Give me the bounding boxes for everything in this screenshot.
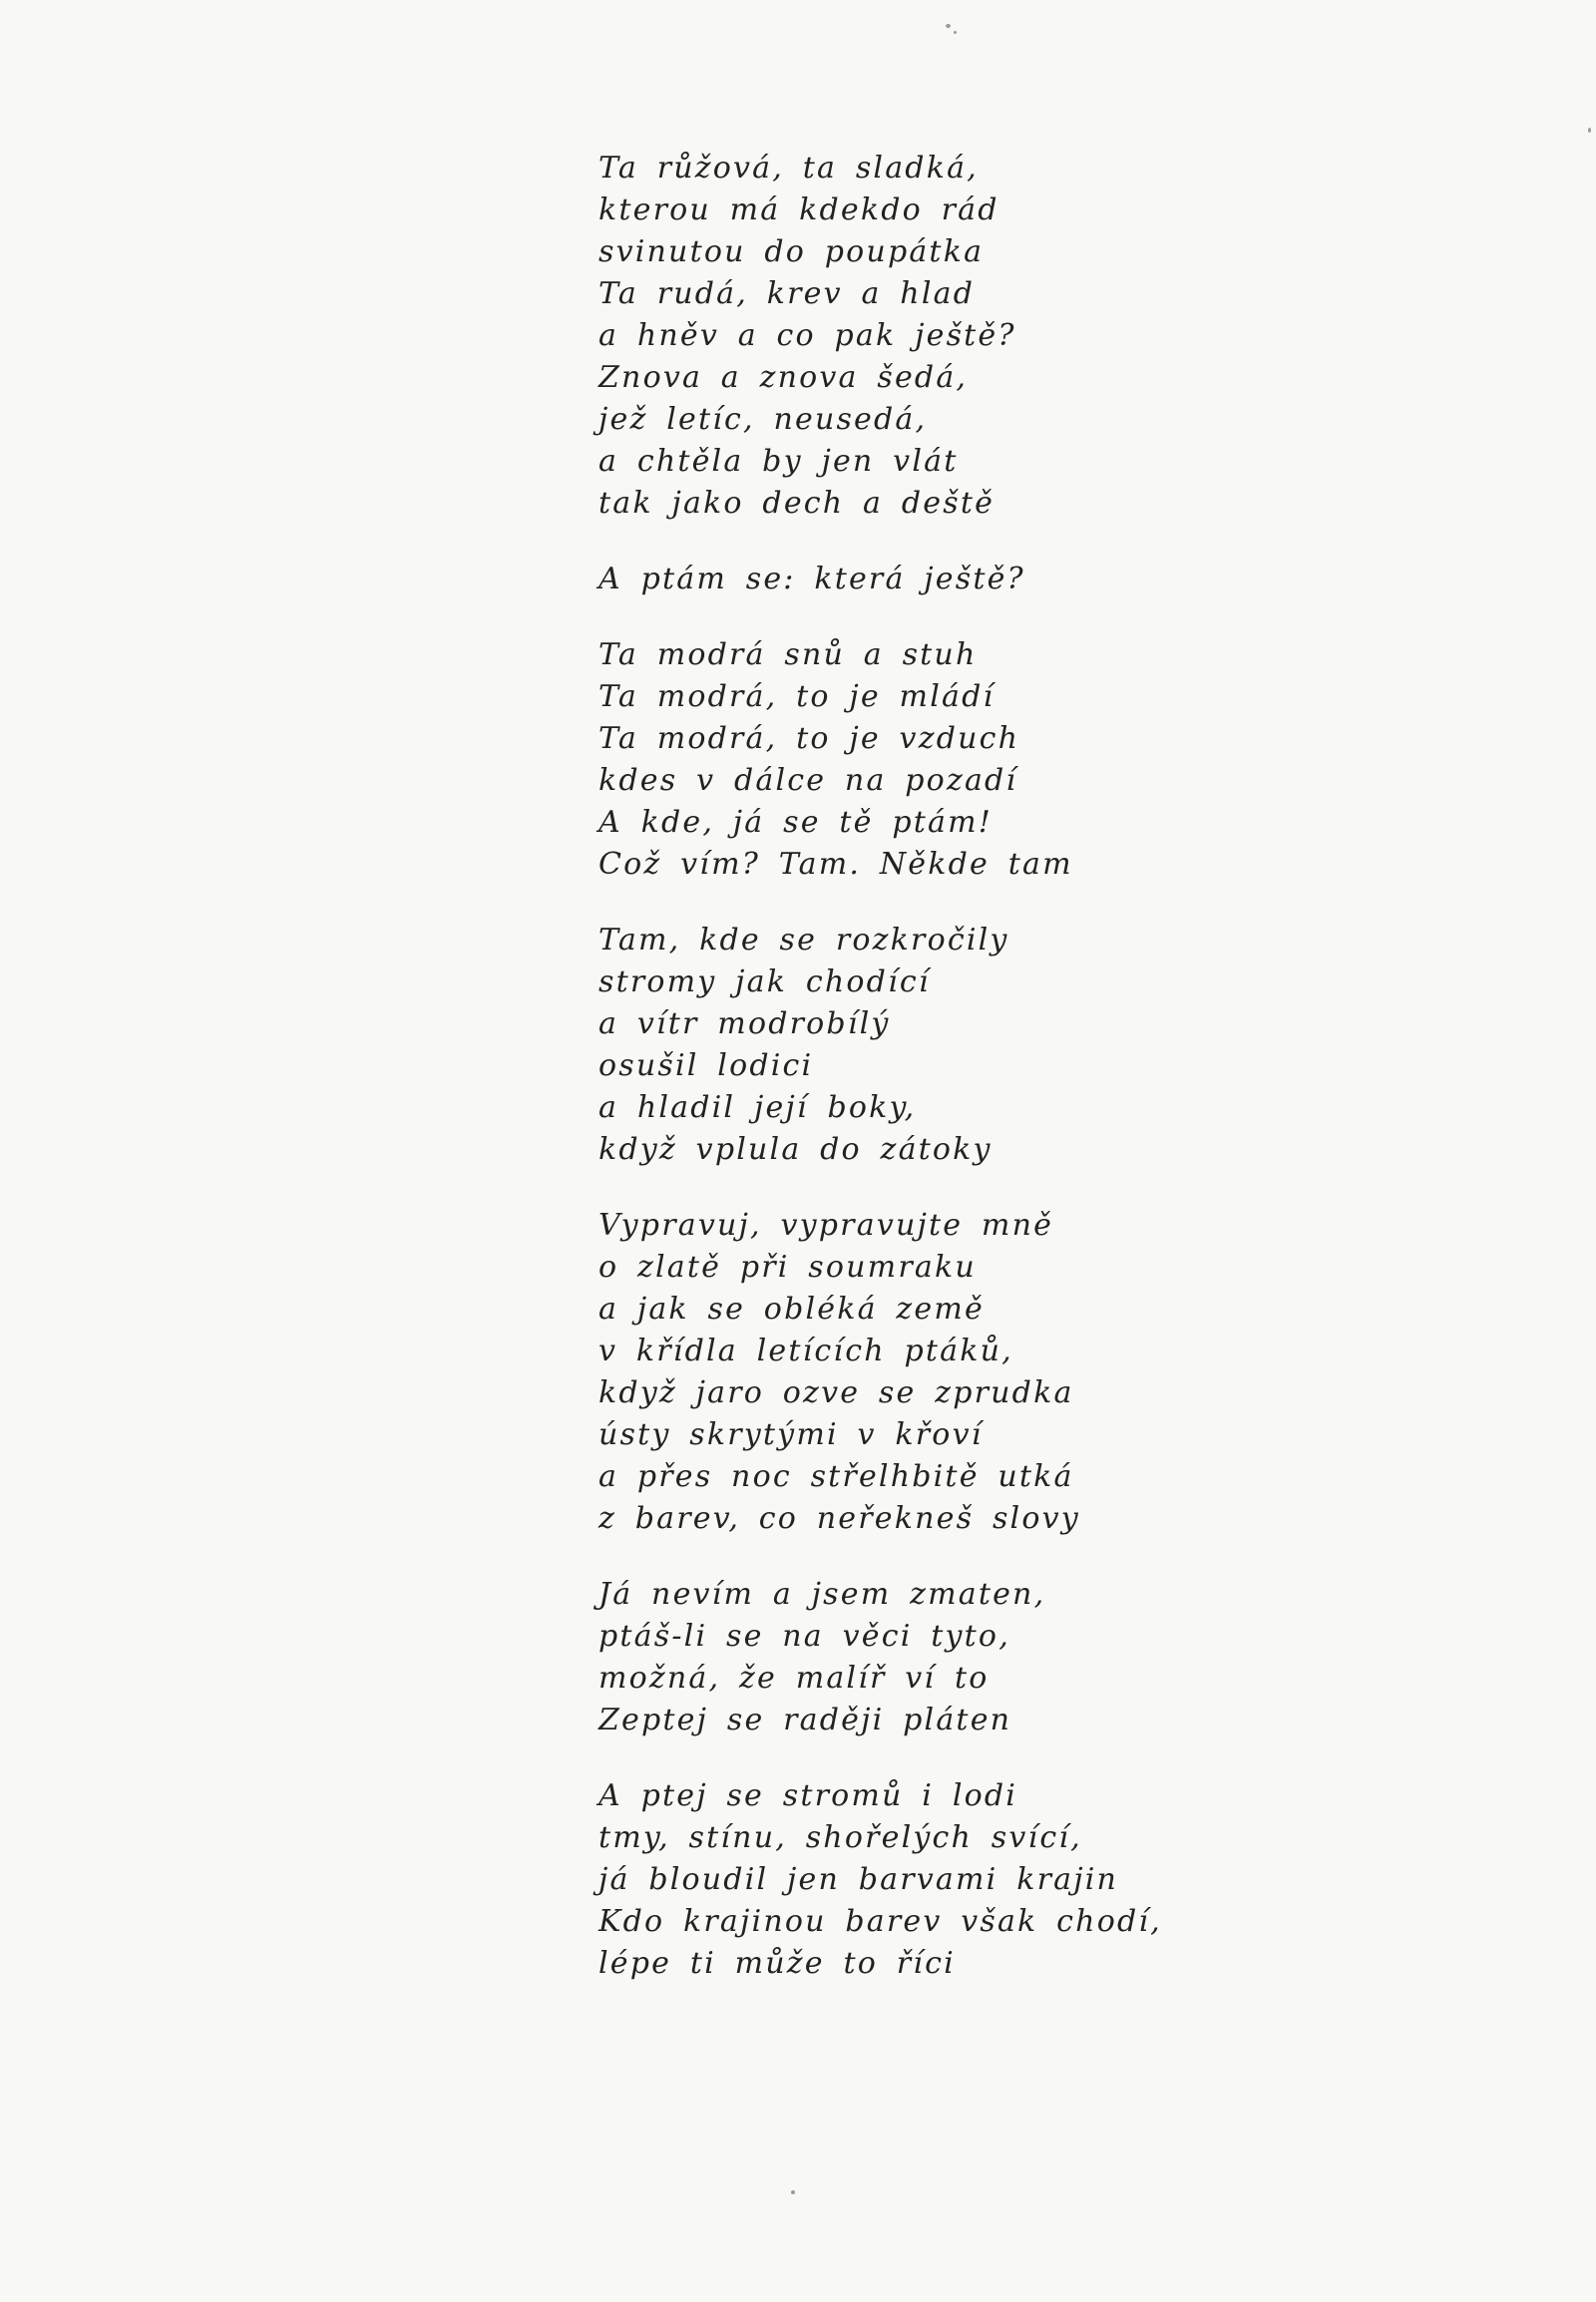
stanza-gap xyxy=(598,600,1496,634)
poem-line: Ta rudá, krev a hlad xyxy=(598,276,976,311)
poem-line: Vypravuj, vypravujte mně xyxy=(598,1208,1054,1243)
poem-line: Ta modrá, to je mládí xyxy=(598,679,996,714)
stanza xyxy=(598,634,1496,886)
poem-line: a přes noc střelhbitě utká xyxy=(598,1459,1074,1494)
poem-line: svinutou do poupátka xyxy=(598,234,985,269)
stanza-gap xyxy=(598,1171,1496,1205)
stanza xyxy=(598,1775,1496,1985)
poem-line: Ta růžová, ta sladká, xyxy=(598,151,979,186)
stanza xyxy=(598,920,1496,1171)
poem-line: když jaro ozve se zprudka xyxy=(598,1375,1074,1410)
poem-line: jež letíc, neusedá, xyxy=(598,402,928,437)
stanza-gap xyxy=(598,1540,1496,1574)
stanza xyxy=(598,559,1496,600)
poem-line: lépe ti může to říci xyxy=(598,1946,956,1981)
paper-speck xyxy=(946,24,951,28)
poem-line: stromy jak chodící xyxy=(598,964,931,999)
poem-line: Znova a znova šedá, xyxy=(598,360,969,395)
poem-line: Ta modrá snů a stuh xyxy=(598,637,978,672)
poem-line: Kdo krajinou barev však chodí, xyxy=(598,1904,1162,1939)
paper-speck xyxy=(1588,128,1591,133)
stanza-gap xyxy=(598,886,1496,920)
poem-line: a chtěla by jen vlát xyxy=(598,444,959,479)
poem-line: Zeptej se raději pláten xyxy=(598,1703,1012,1737)
poem-line: A ptám se: která ještě? xyxy=(598,562,1025,596)
poem-line: tmy, stínu, shořelých svící, xyxy=(598,1820,1082,1855)
poem-line: když vplula do zátoky xyxy=(598,1132,993,1167)
paper-speck xyxy=(954,31,957,34)
stanza-gap xyxy=(598,525,1496,559)
poem-line: možná, že malíř ví to xyxy=(598,1661,990,1696)
poem-line: Tam, kde se rozkročily xyxy=(598,923,1009,958)
poem-line: já bloudil jen barvami krajin xyxy=(598,1862,1119,1897)
poem-line: z barev, co neřekneš slovy xyxy=(598,1501,1080,1536)
poem-line: ústy skrytými v křoví xyxy=(598,1417,984,1452)
poem-line: Což vím? Tam. Někde tam xyxy=(598,847,1073,882)
poem-line: Já nevím a jsem zmaten, xyxy=(598,1577,1046,1612)
poem-line: Ta modrá, to je vzduch xyxy=(598,721,1020,756)
poem-line: a jak se obléká země xyxy=(598,1292,985,1327)
stanza xyxy=(598,1574,1496,1741)
poem-line: a hněv a co pak ještě? xyxy=(598,318,1016,353)
poem-line: kterou má kdekdo rád xyxy=(598,192,999,227)
poem xyxy=(598,148,1496,1985)
poem-line: o zlatě při soumraku xyxy=(598,1250,977,1285)
poem-line: osušil lodici xyxy=(598,1048,814,1083)
poem-line: A kde, já se tě ptám! xyxy=(598,805,994,840)
poem-line: kdes v dálce na pozadí xyxy=(598,763,1018,798)
paper-speck xyxy=(791,2190,795,2194)
poem-line: A ptej se stromů i lodi xyxy=(598,1778,1018,1813)
poem-line: tak jako dech a deště xyxy=(598,486,996,521)
stanza xyxy=(598,1205,1496,1540)
poem-line: ptáš-li se na věci tyto, xyxy=(598,1619,1010,1654)
stanza-gap xyxy=(598,1741,1496,1775)
poem-line: a vítr modrobílý xyxy=(598,1006,891,1041)
poem-line: a hladil její boky, xyxy=(598,1090,917,1125)
poem-line: v křídla letících ptáků, xyxy=(598,1334,1013,1368)
stanza xyxy=(598,148,1496,525)
